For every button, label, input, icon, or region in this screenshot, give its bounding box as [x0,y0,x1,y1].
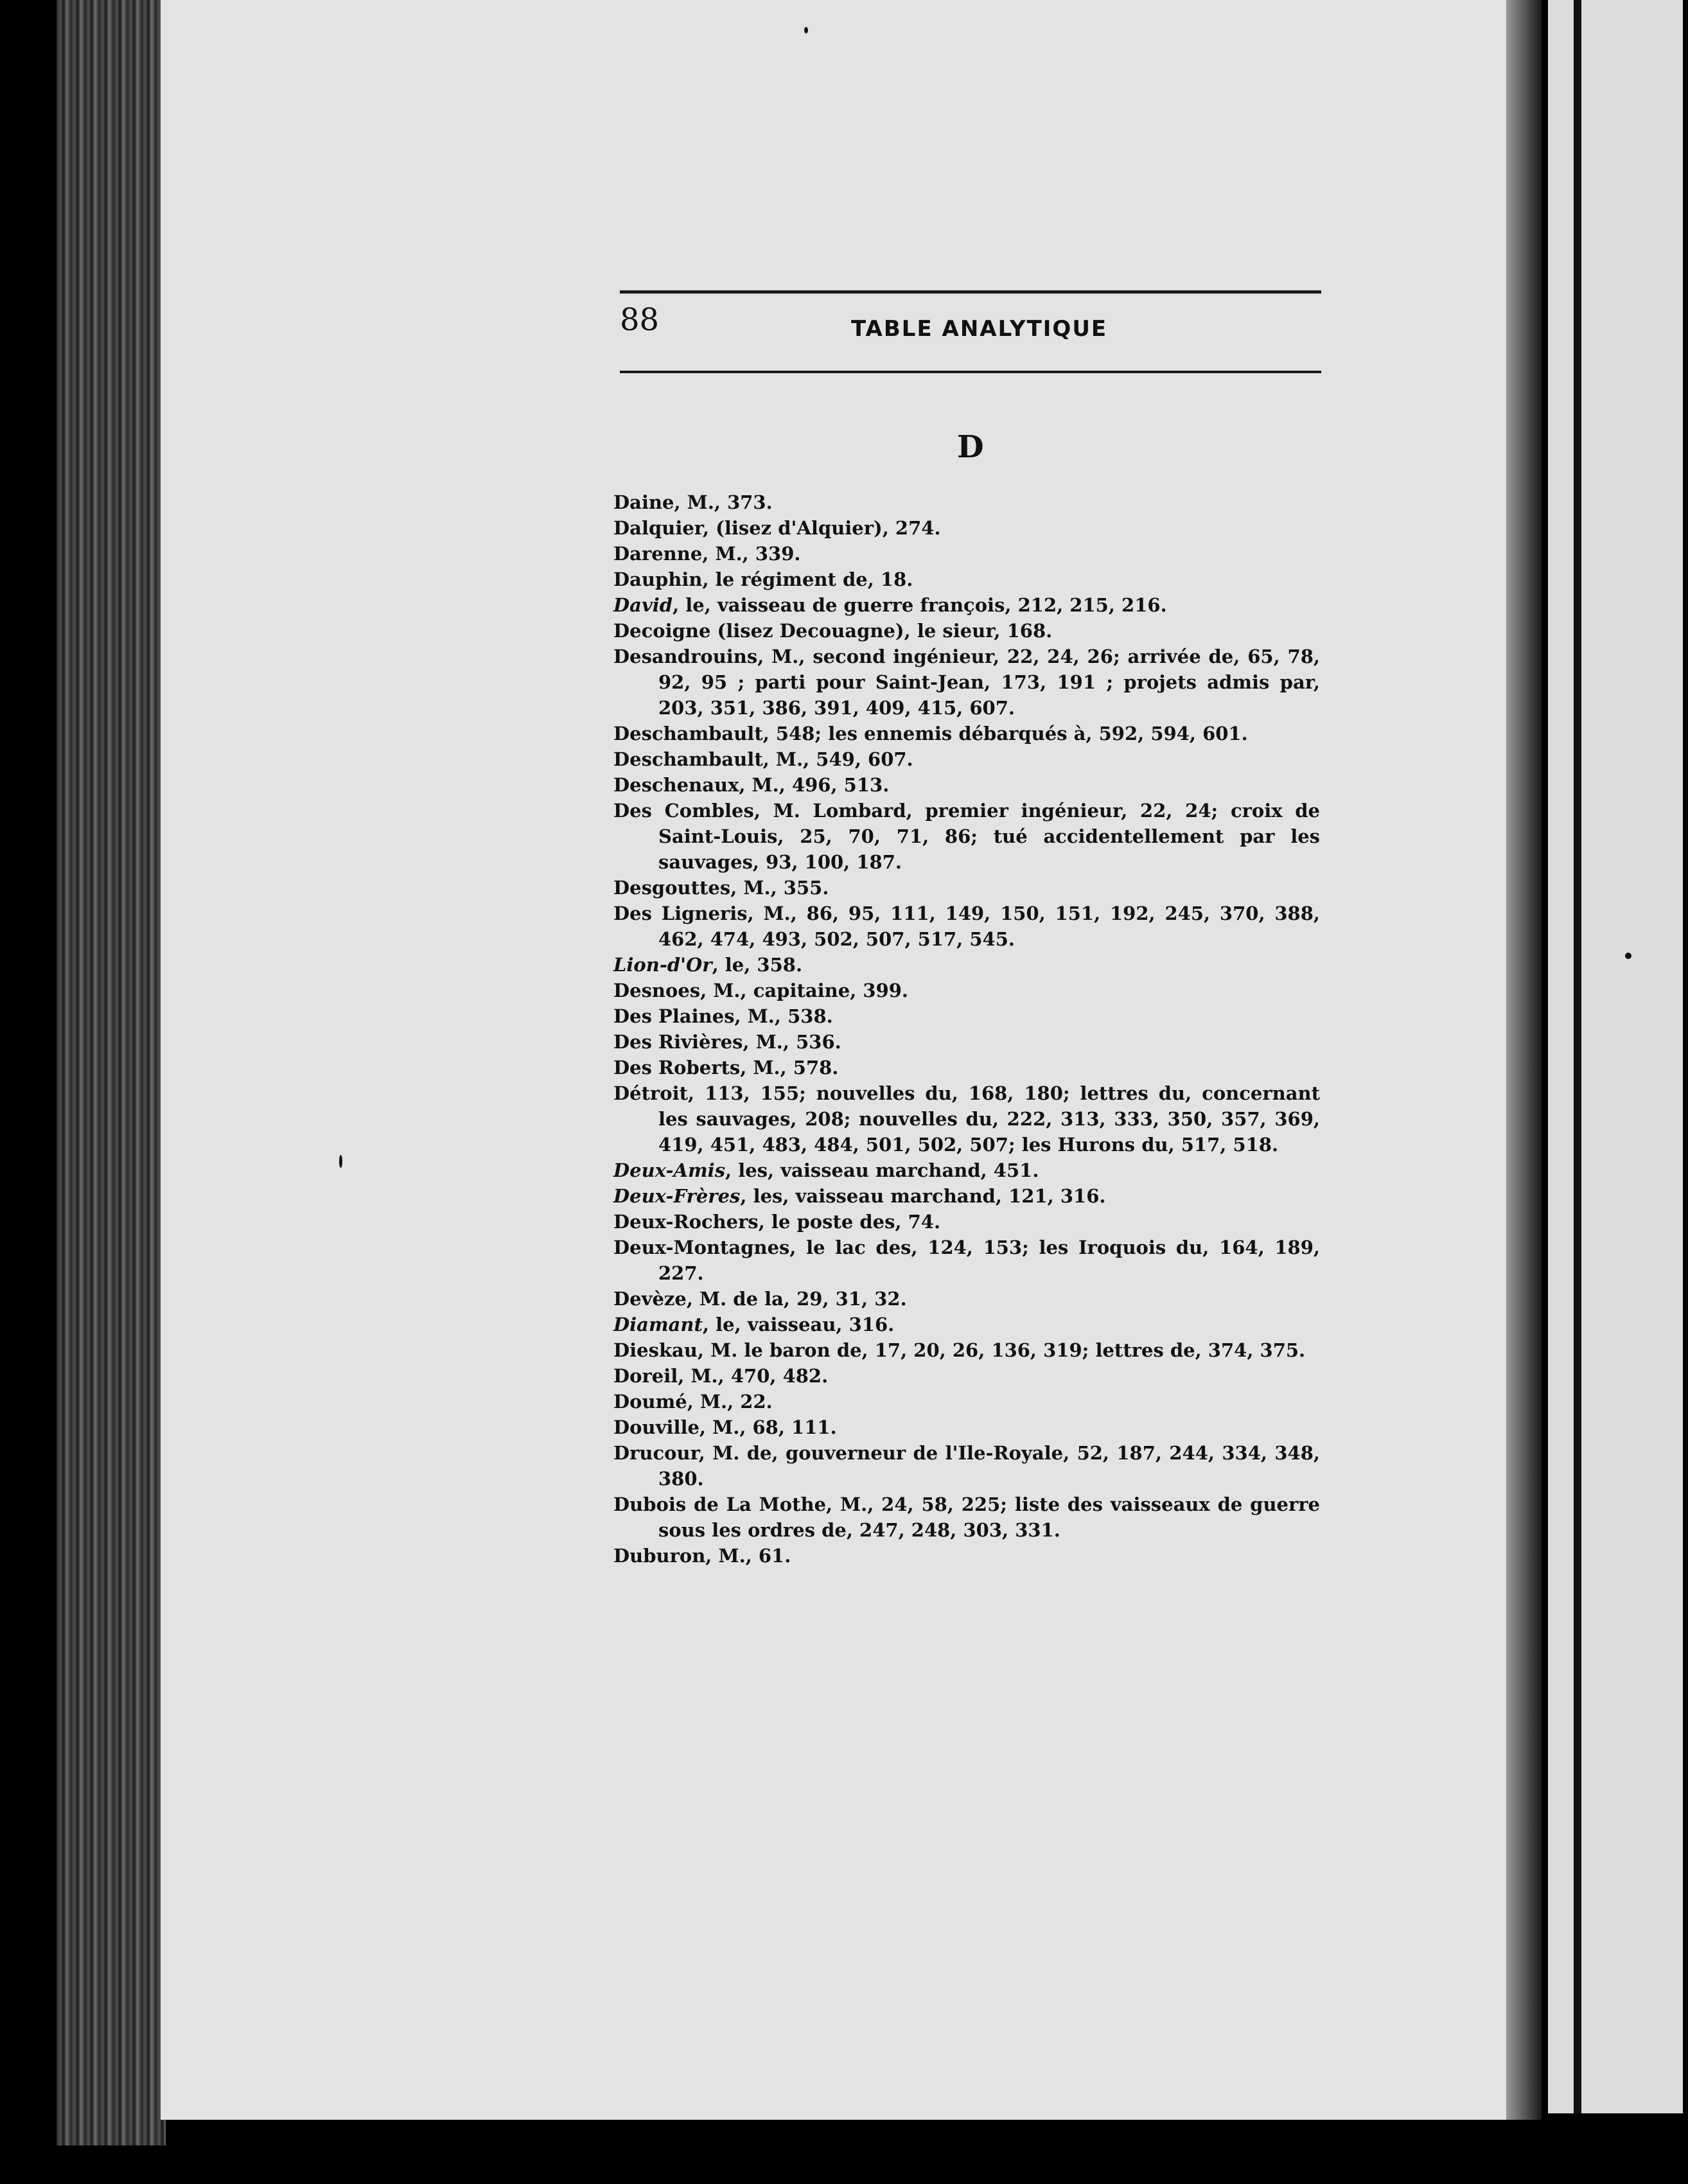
index-entry [613,1286,1320,1312]
index-entry [613,1389,1320,1414]
ink-speck [339,1155,342,1168]
index-entry-text: Desgouttes, M., 355. [613,877,829,899]
index-entry-text: Des Ligneris, M., 86, 95, 111, 149, 150, 151, 192, 245, 370, 388, 462, 474, 493, 502, 507, 517, 545. [613,903,1320,950]
index-entry [613,515,1320,541]
index-entry [613,1209,1320,1235]
index-entry-text: Desandrouins, M., second ingénieur, 22, 24, 26; arrivée de, 65, 78, 92, 95 ; parti pour Saint-Jean, 173, 191 ; projets admis par, 203, 351, 386, 391, 409, 415, 607. [613,646,1320,719]
index-entry-text: Des Roberts, M., 578. [613,1057,839,1079]
index-entry [613,772,1320,798]
header-rule-top [620,290,1321,294]
index-entry-text: , le, vaisseau de guerre françois, 212, 215, 216. [673,594,1167,616]
index-entry-text: Deschenaux, M., 496, 513. [613,774,890,796]
index-entry-text: Deschambault, 548; les ennemis débarqués à, 592, 594, 601. [613,723,1248,744]
index-entry [613,1440,1320,1492]
index-entry-text: Daine, M., 373. [613,491,773,513]
ink-speck [1625,953,1631,959]
index-entry [613,952,1320,978]
index-entry [613,721,1320,746]
index-entry [613,1414,1320,1440]
index-entry [613,592,1320,618]
index-entry-text: Doumé, M., 22. [613,1391,773,1413]
index-entry [613,489,1320,515]
index-entry-text: Des Plaines, M., 538. [613,1005,833,1027]
index-entry [613,798,1320,875]
running-head: TABLE ANALYTIQUE [851,316,1108,342]
index-entry-text: Détroit, 113, 155; nouvelles du, 168, 180; lettres du, concernant les sauvages, 208; nouvelles du, 222, 313, 333, 350, 357, 369, 419, 451, 483, 484, 501, 502, 507; les Hurons du, 517, 518. [613,1082,1320,1156]
gutter-shadow [1506,0,1542,2120]
ink-speck [804,27,808,33]
facing-page-edge [1574,0,1581,2113]
index-entry [613,1183,1320,1209]
index-entry-text: Duburon, M., 61. [613,1545,791,1567]
index-entry [613,1363,1320,1389]
book-page-edges [57,0,166,2145]
index-entry [613,978,1320,1003]
page-number: 88 [620,302,660,338]
index-entry-text: Desnoes, M., capitaine, 399. [613,980,909,1001]
index-entry-text: Devèze, M. de la, 29, 31, 32. [613,1288,907,1310]
index-entry [613,1029,1320,1055]
index-entry-text: Deux-Rochers, le poste des, 74. [613,1211,941,1233]
index-entry-text: Des Rivières, M., 536. [613,1031,841,1053]
index-entry-text: Dauphin, le régiment de, 18. [613,568,913,590]
index-entry [613,1003,1320,1029]
section-letter: D [957,429,984,465]
index-entry-italic-term: Deux-Frères [613,1185,741,1207]
index-entry-text: Drucour, M. de, gouverneur de l'Ile-Royale, 52, 187, 244, 334, 348, 380. [613,1442,1320,1490]
index-entry [613,875,1320,901]
index-entry [613,1312,1320,1337]
index-entry [613,1492,1320,1543]
index-entry-text: Douville, M., 68, 111. [613,1416,837,1438]
index-entry [613,1235,1320,1286]
index-entry [613,618,1320,644]
index-entry-text: Dalquier, (lisez d'Alquier), 274. [613,517,941,539]
index-entry-text: Decoigne (lisez Decouagne), le sieur, 168. [613,620,1053,642]
facing-page [1548,0,1683,2113]
index-entry-italic-term: Diamant [613,1314,703,1335]
index-entry-text: Doreil, M., 470, 482. [613,1365,829,1387]
index-entry [613,901,1320,952]
index-entry-text: Deux-Montagnes, le lac des, 124, 153; les Iroquois du, 164, 189, 227. [613,1237,1320,1284]
header-rule-bottom [620,371,1321,373]
index-entry-text: , les, vaisseau marchand, 451. [725,1159,1039,1181]
index-entry-text: Dubois de La Mothe, M., 24, 58, 225; liste des vaisseaux de guerre sous les ordres de, 247, 248, 303, 331. [613,1493,1320,1541]
index-entry [613,1080,1320,1158]
index-entry-text: Deschambault, M., 549, 607. [613,748,913,770]
index-entry-text: , le, 358. [712,954,803,976]
index-entry [613,1055,1320,1080]
index-entry-italic-term: Lion-d'Or [613,954,712,976]
index-entry-italic-term: Deux-Amis [613,1159,726,1181]
index-entry [613,746,1320,772]
index-entry [613,541,1320,567]
index-entry [613,1543,1320,1569]
index-entry [613,1337,1320,1363]
index-entry-italic-term: David [613,594,673,616]
index-entry [613,567,1320,592]
index-entry-text: Des Combles, M. Lombard, premier ingénieur, 22, 24; croix de Saint-Louis, 25, 70, 71, 86; tué accidentellement par les sauvages, 93, 100, 187. [613,800,1320,873]
index-entries [613,489,1320,1569]
index-entry-text: , le, vaisseau, 316. [702,1314,895,1335]
index-entry [613,644,1320,721]
index-entry-text: Darenne, M., 339. [613,543,801,565]
index-entry [613,1158,1320,1183]
index-entry-text: Dieskau, M. le baron de, 17, 20, 26, 136, 319; lettres de, 374, 375. [613,1339,1306,1361]
index-entry-text: , les, vaisseau marchand, 121, 316. [740,1185,1106,1207]
